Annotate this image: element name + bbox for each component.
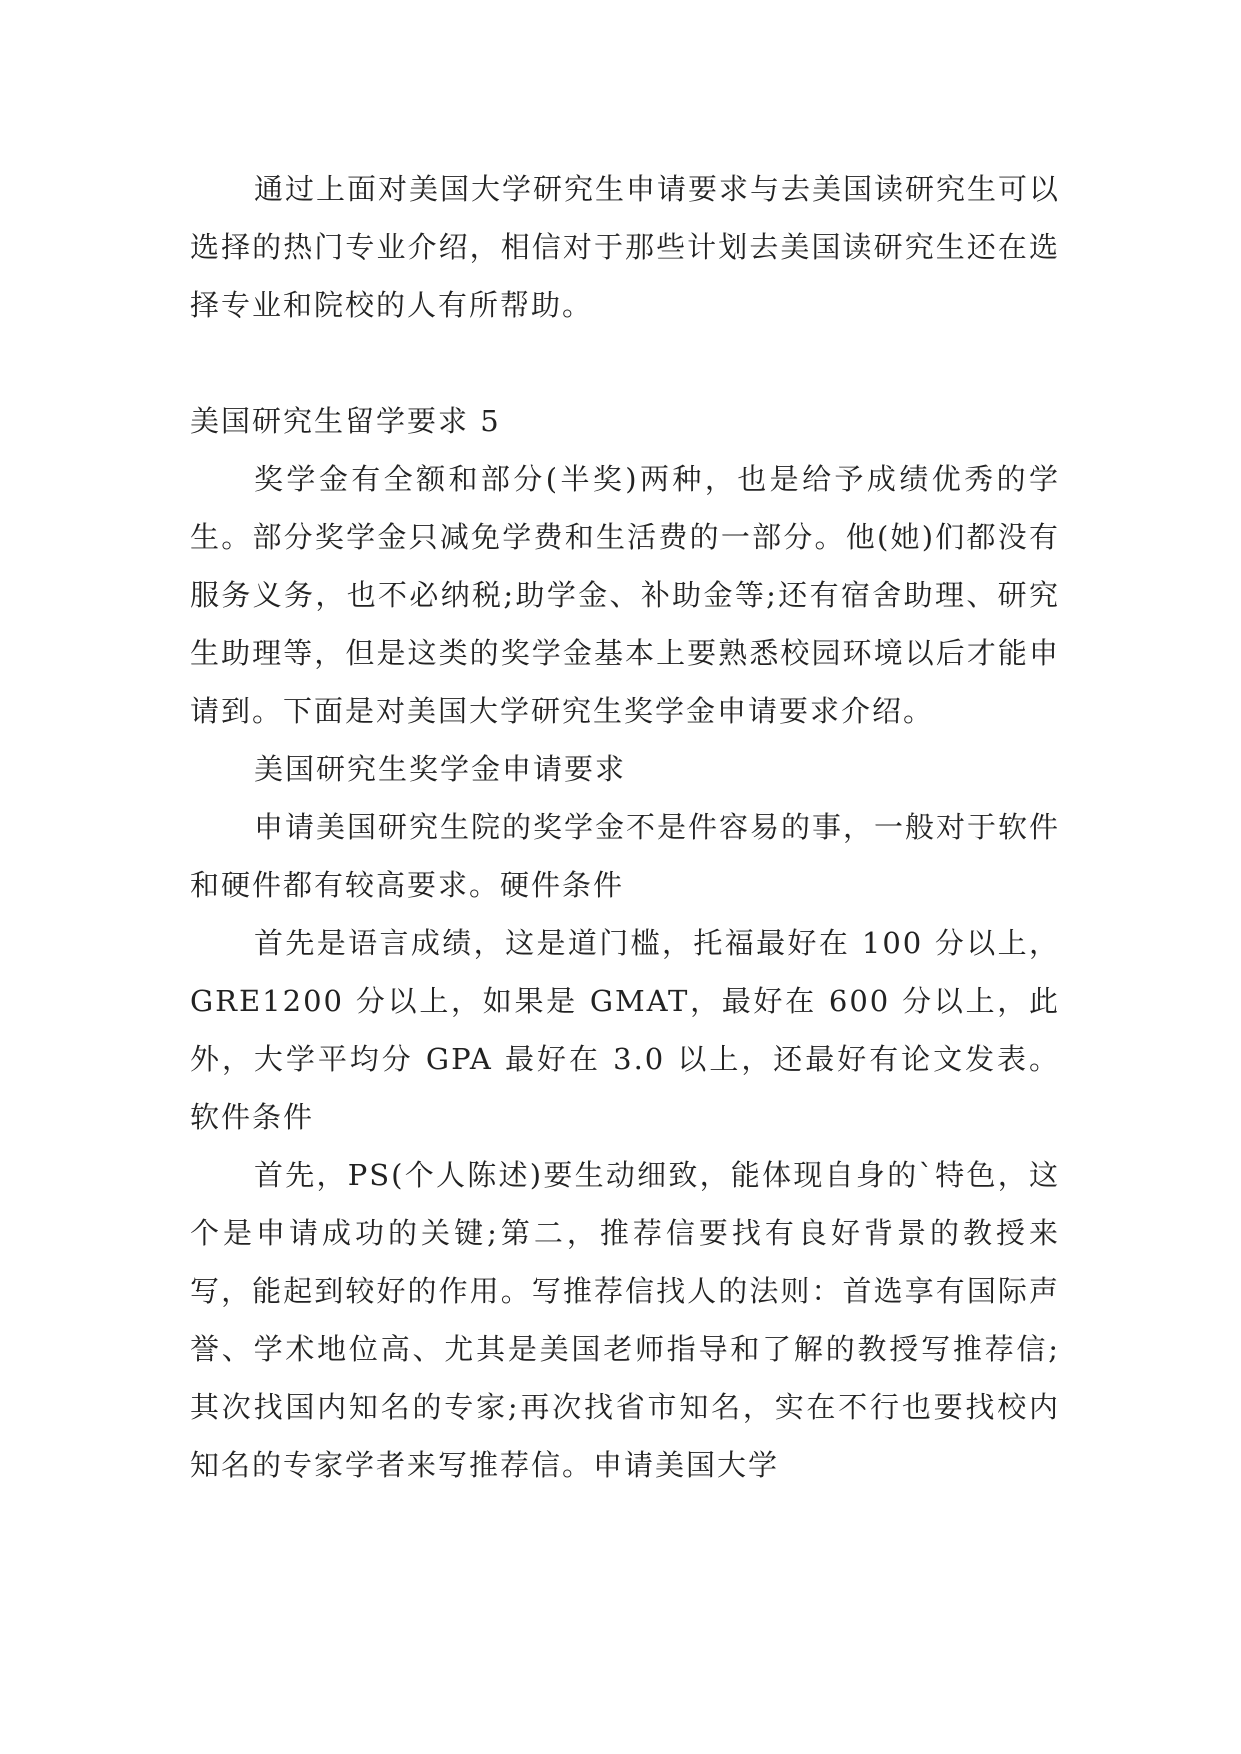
section-title: 美国研究生留学要求 5	[190, 404, 501, 438]
paragraph-gap	[190, 334, 1060, 392]
scholarship-types-paragraph: 奖学金有全额和部分(半奖)两种，也是给予成绩优秀的学生。部分奖学金只减免学费和生活费的一部分。他(她)们都没有服务义务，也不必纳税;助学金、补助金等;还有宿舍助理、研究生助理等，但是这类的奖学金基本上要熟悉校园环境以后才能申请到。下面是对美国大学研究生奖学金申请要求介绍。	[190, 462, 1060, 728]
scholarship-requirements-subheading: 美国研究生奖学金申请要求	[254, 752, 627, 786]
scores-paragraph: 首先是语言成绩，这是道门槛，托福最好在 100 分以上，GRE1200 分以上，如果是 GMAT，最好在 600 分以上，此外，大学平均分 GPA 最好在 3.0 以上，还最好有论文发表。软件条件	[190, 926, 1060, 1134]
intro-paragraph: 通过上面对美国大学研究生申请要求与去美国读研究生可以选择的热门专业介绍，相信对于那些计划去美国读研究生还在选择专业和院校的人有所帮助。	[190, 172, 1061, 322]
software-paragraph: 首先，PS(个人陈述)要生动细致，能体现自身的`特色，这个是申请成功的关键;第二，推荐信要找有良好背景的教授来写，能起到较好的作用。写推荐信找人的法则：首选享有国际声誉、学术地位高、尤其是美国老师指导和了解的教授写推荐信;其次找国内知名的专家;再次找省市知名，实在不行也要找校内知名的专家学者来写推荐信。申请美国大学	[190, 1158, 1060, 1482]
hardware-intro-paragraph: 申请美国研究生院的奖学金不是件容易的事，一般对于软件和硬件都有较高要求。硬件条件	[190, 810, 1061, 902]
document-body	[190, 160, 1060, 1494]
